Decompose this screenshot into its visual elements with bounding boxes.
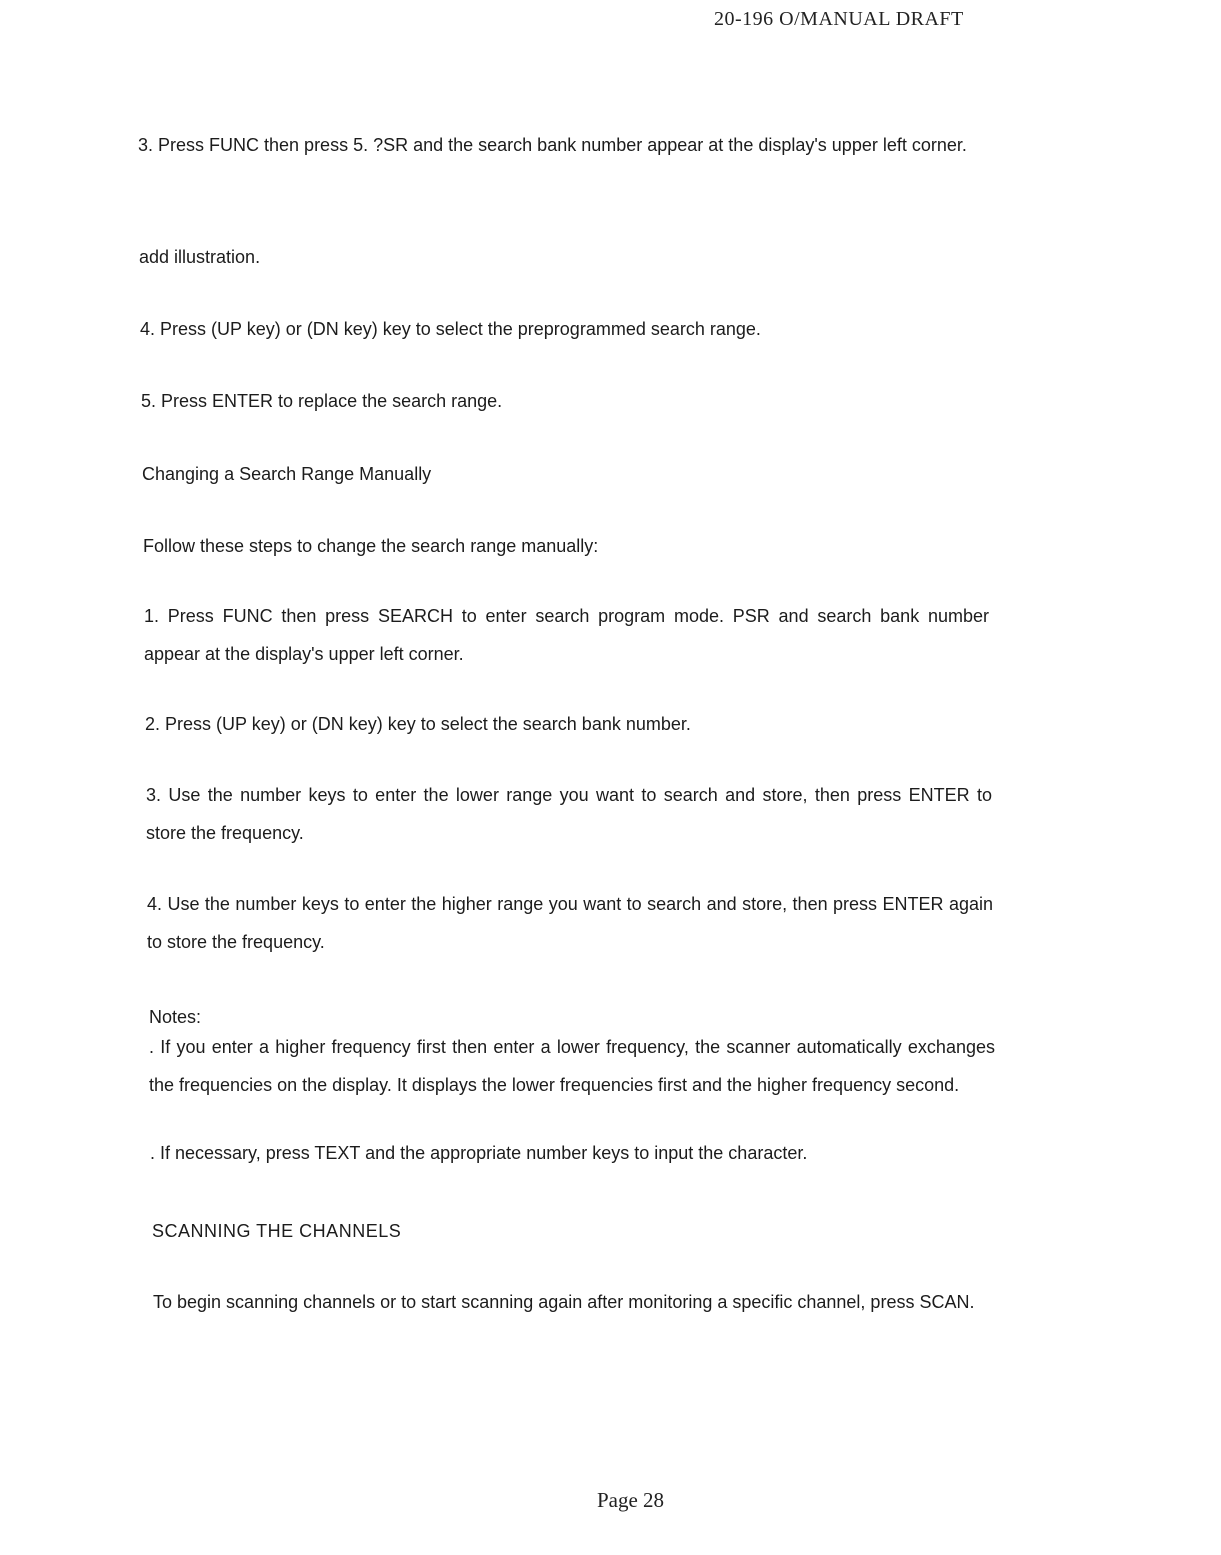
note-2-paragraph: . If necessary, press TEXT and the appropriate number keys to input the character. [150, 1143, 808, 1163]
step-3-paragraph: 3. Press FUNC then press 5. ?SR and the search bank number appear at the display's upper left corner. [138, 135, 967, 155]
notes-label: Notes: [149, 1007, 202, 1027]
step-5-paragraph: 5. Press ENTER to replace the search range. [141, 391, 503, 411]
page-number: Page 28 [596, 1488, 665, 1512]
manual-step-2-paragraph: 2. Press (UP key) or (DN key) key to select the search bank number. [145, 714, 691, 734]
section-heading-search-range: Changing a Search Range Manually [142, 464, 432, 484]
step-4-paragraph: 4. Press (UP key) or (DN key) key to select the preprogrammed search range. [140, 319, 761, 339]
section-heading-scanning: SCANNING THE CHANNELS [152, 1221, 402, 1241]
page-header: 20-196 O/MANUAL DRAFT [714, 8, 964, 30]
scanning-paragraph: To begin scanning channels or to start scanning again after monitoring a specific channel, press SCAN. [153, 1292, 975, 1312]
intro-paragraph: Follow these steps to change the search range manually: [143, 536, 599, 556]
note-1-paragraph: . If you enter a higher frequency first then enter a lower frequency, the scanner automatically exchanges the frequencies on the display. It displays the lower frequencies first and the higher frequency second. [149, 1037, 995, 1095]
manual-step-3-paragraph: 3. Use the number keys to enter the lower range you want to search and store, then press ENTER to store the frequency. [146, 785, 992, 843]
manual-step-4-paragraph: 4. Use the number keys to enter the higher range you want to search and store, then press ENTER again to store the frequency. [147, 894, 993, 952]
illustration-note: add illustration. [139, 247, 261, 267]
manual-step-1-paragraph: 1. Press FUNC then press SEARCH to enter search program mode. PSR and search bank number appear at the display's upper left corner. [144, 606, 989, 664]
